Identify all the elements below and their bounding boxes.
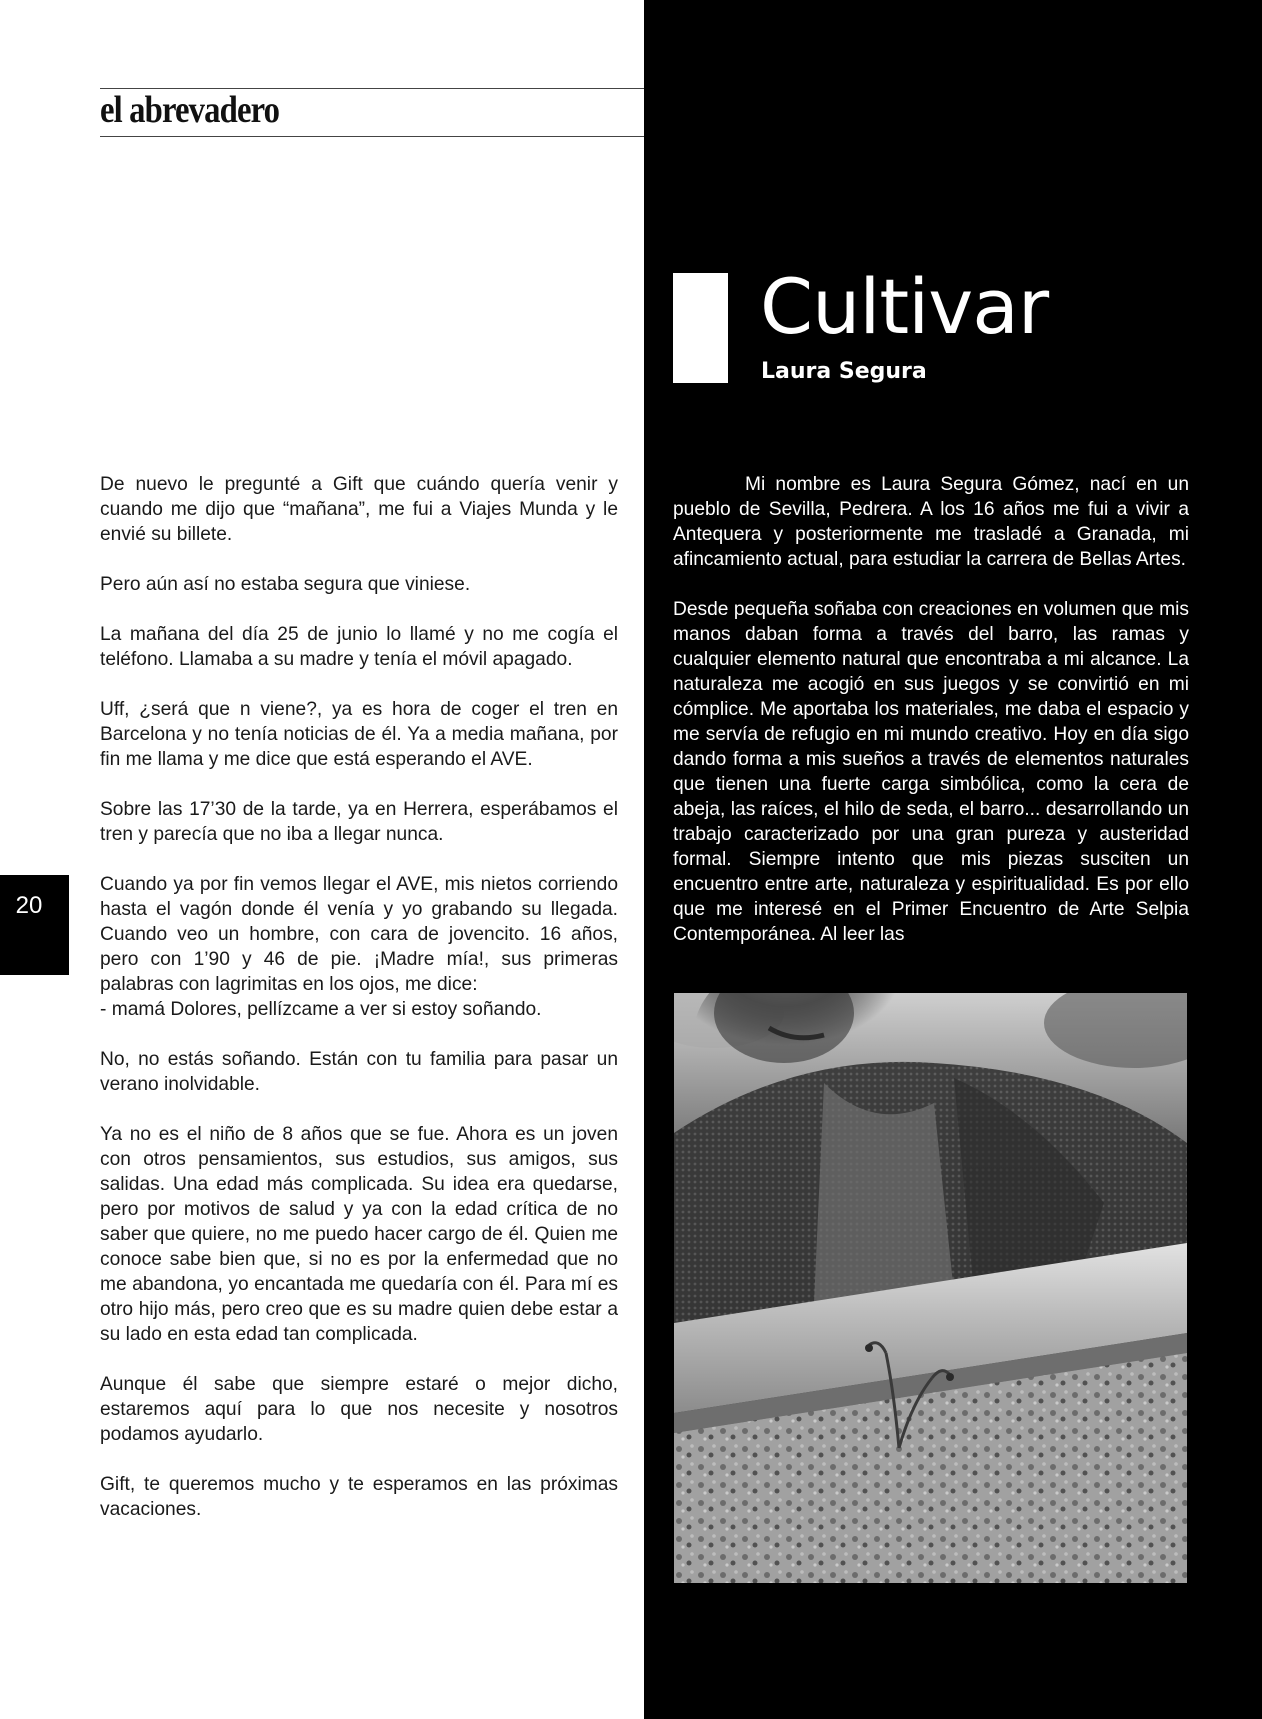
left-paragraph-11: Gift, te queremos mucho y te esperamos en las próximas vacaciones.	[100, 1474, 618, 1520]
left-paragraph-8: No, no estás soñando. Están con tu familia para pasar un verano inolvidable.	[100, 1049, 618, 1095]
left-paragraph-1: De nuevo le pregunté a Gift que cuándo quería venir y cuando me dijo que “mañana”, me fui a Viajes Munda y le envié su billete.	[100, 474, 618, 545]
article-title: Cultivar	[760, 262, 1049, 351]
article-author: Laura Segura	[761, 359, 927, 384]
page-number-tab	[0, 875, 69, 975]
left-paragraph-4: Uff, ¿será que n viene?, ya es hora de coger el tren en Barcelona y no tenía noticias de él. Ya a media mañana, por fin me llama y me dice que está esperando el AVE.	[100, 699, 618, 770]
left-paragraph-2: Pero aún así no estaba segura que viniese.	[100, 574, 471, 595]
left-paragraph-6: Cuando ya por fin vemos llegar el AVE, mis nietos corriendo hasta el vagón donde él venía y yo grabando su llegada. Cuando veo un hombre, con cara de jovencito. 16 años, pero con 1’90 y 46 de pie. ¡Madre mía!, sus primeras palabras con lagrimitas en los ojos, me dice:	[100, 874, 618, 995]
header-bottom-rule	[100, 136, 644, 137]
left-paragraph-3: La mañana del día 25 de junio lo llamé y no me cogía el teléfono. Llamaba a su madre y tenía el móvil apagado.	[100, 624, 618, 670]
left-article-body	[100, 472, 618, 1547]
right-article-body	[673, 472, 1189, 947]
right-paragraph-2: Desde pequeña soñaba con creaciones en volumen que mis manos daban forma a través del barro, las ramas y cualquier elemento natural que encontraba a mi alcance. La naturaleza me acogió en sus juegos y se convirtió en mi cómplice. Me aportaba los materiales, me daba el espacio y me servía de refugio en mi mundo creativo. Hoy en día sigo dando forma a mis sueños a través de elementos naturales que tienen una fuerte carga simbólica, como la cera de abeja, las raíces, el hilo de seda, el barro... desarrollando un trabajo caracterizado por una gran pureza y austeridad formal. Siempre intento que mis piezas susciten un encuentro entre arte, naturaleza y espiritualidad. Es por ello que me interesé en el Primer Encuentro de Arte Selpia Contemporánea. Al leer las	[673, 599, 1189, 945]
right-column	[644, 0, 1262, 1719]
title-accent-bar	[673, 273, 728, 383]
section-title: el abrevadero	[100, 89, 280, 131]
left-paragraph-7: - mamá Dolores, pellízcame a ver si estoy soñando.	[100, 999, 542, 1020]
left-paragraph-10: Aunque él sabe que siempre estaré o mejor dicho, estaremos aquí para lo que nos necesite y nosotros podamos ayudarlo.	[100, 1374, 618, 1445]
right-paragraph-1: Mi nombre es Laura Segura Gómez, nací en un pueblo de Sevilla, Pedrera. A los 16 años me fui a vivir a Antequera y posteriormente me trasladé a Granada, mi afincamiento actual, para estudiar la carrera de Bellas Artes.	[673, 474, 1189, 570]
artist-photo	[674, 993, 1187, 1583]
left-paragraph-5: Sobre las 17’30 de la tarde, ya en Herrera, esperábamos el tren y parecía que no iba a llegar nunca.	[100, 799, 618, 845]
left-paragraph-9: Ya no es el niño de 8 años que se fue. Ahora es un joven con otros pensamientos, sus estudios, sus amigos, sus salidas. Una edad más complicada. Su idea era quedarse, pero por motivos de salud y ya con la edad crítica de no saber que quiere, no me puedo hacer cargo de él. Quien me conoce sabe bien que, si no es por la enfermedad que no me abandona, yo encantada me quedaría con él. Para mí es otro hijo más, pero creo que es su madre quien debe estar a su lado en esta edad tan complicada.	[100, 1124, 618, 1345]
page-number: 20	[15, 892, 43, 919]
